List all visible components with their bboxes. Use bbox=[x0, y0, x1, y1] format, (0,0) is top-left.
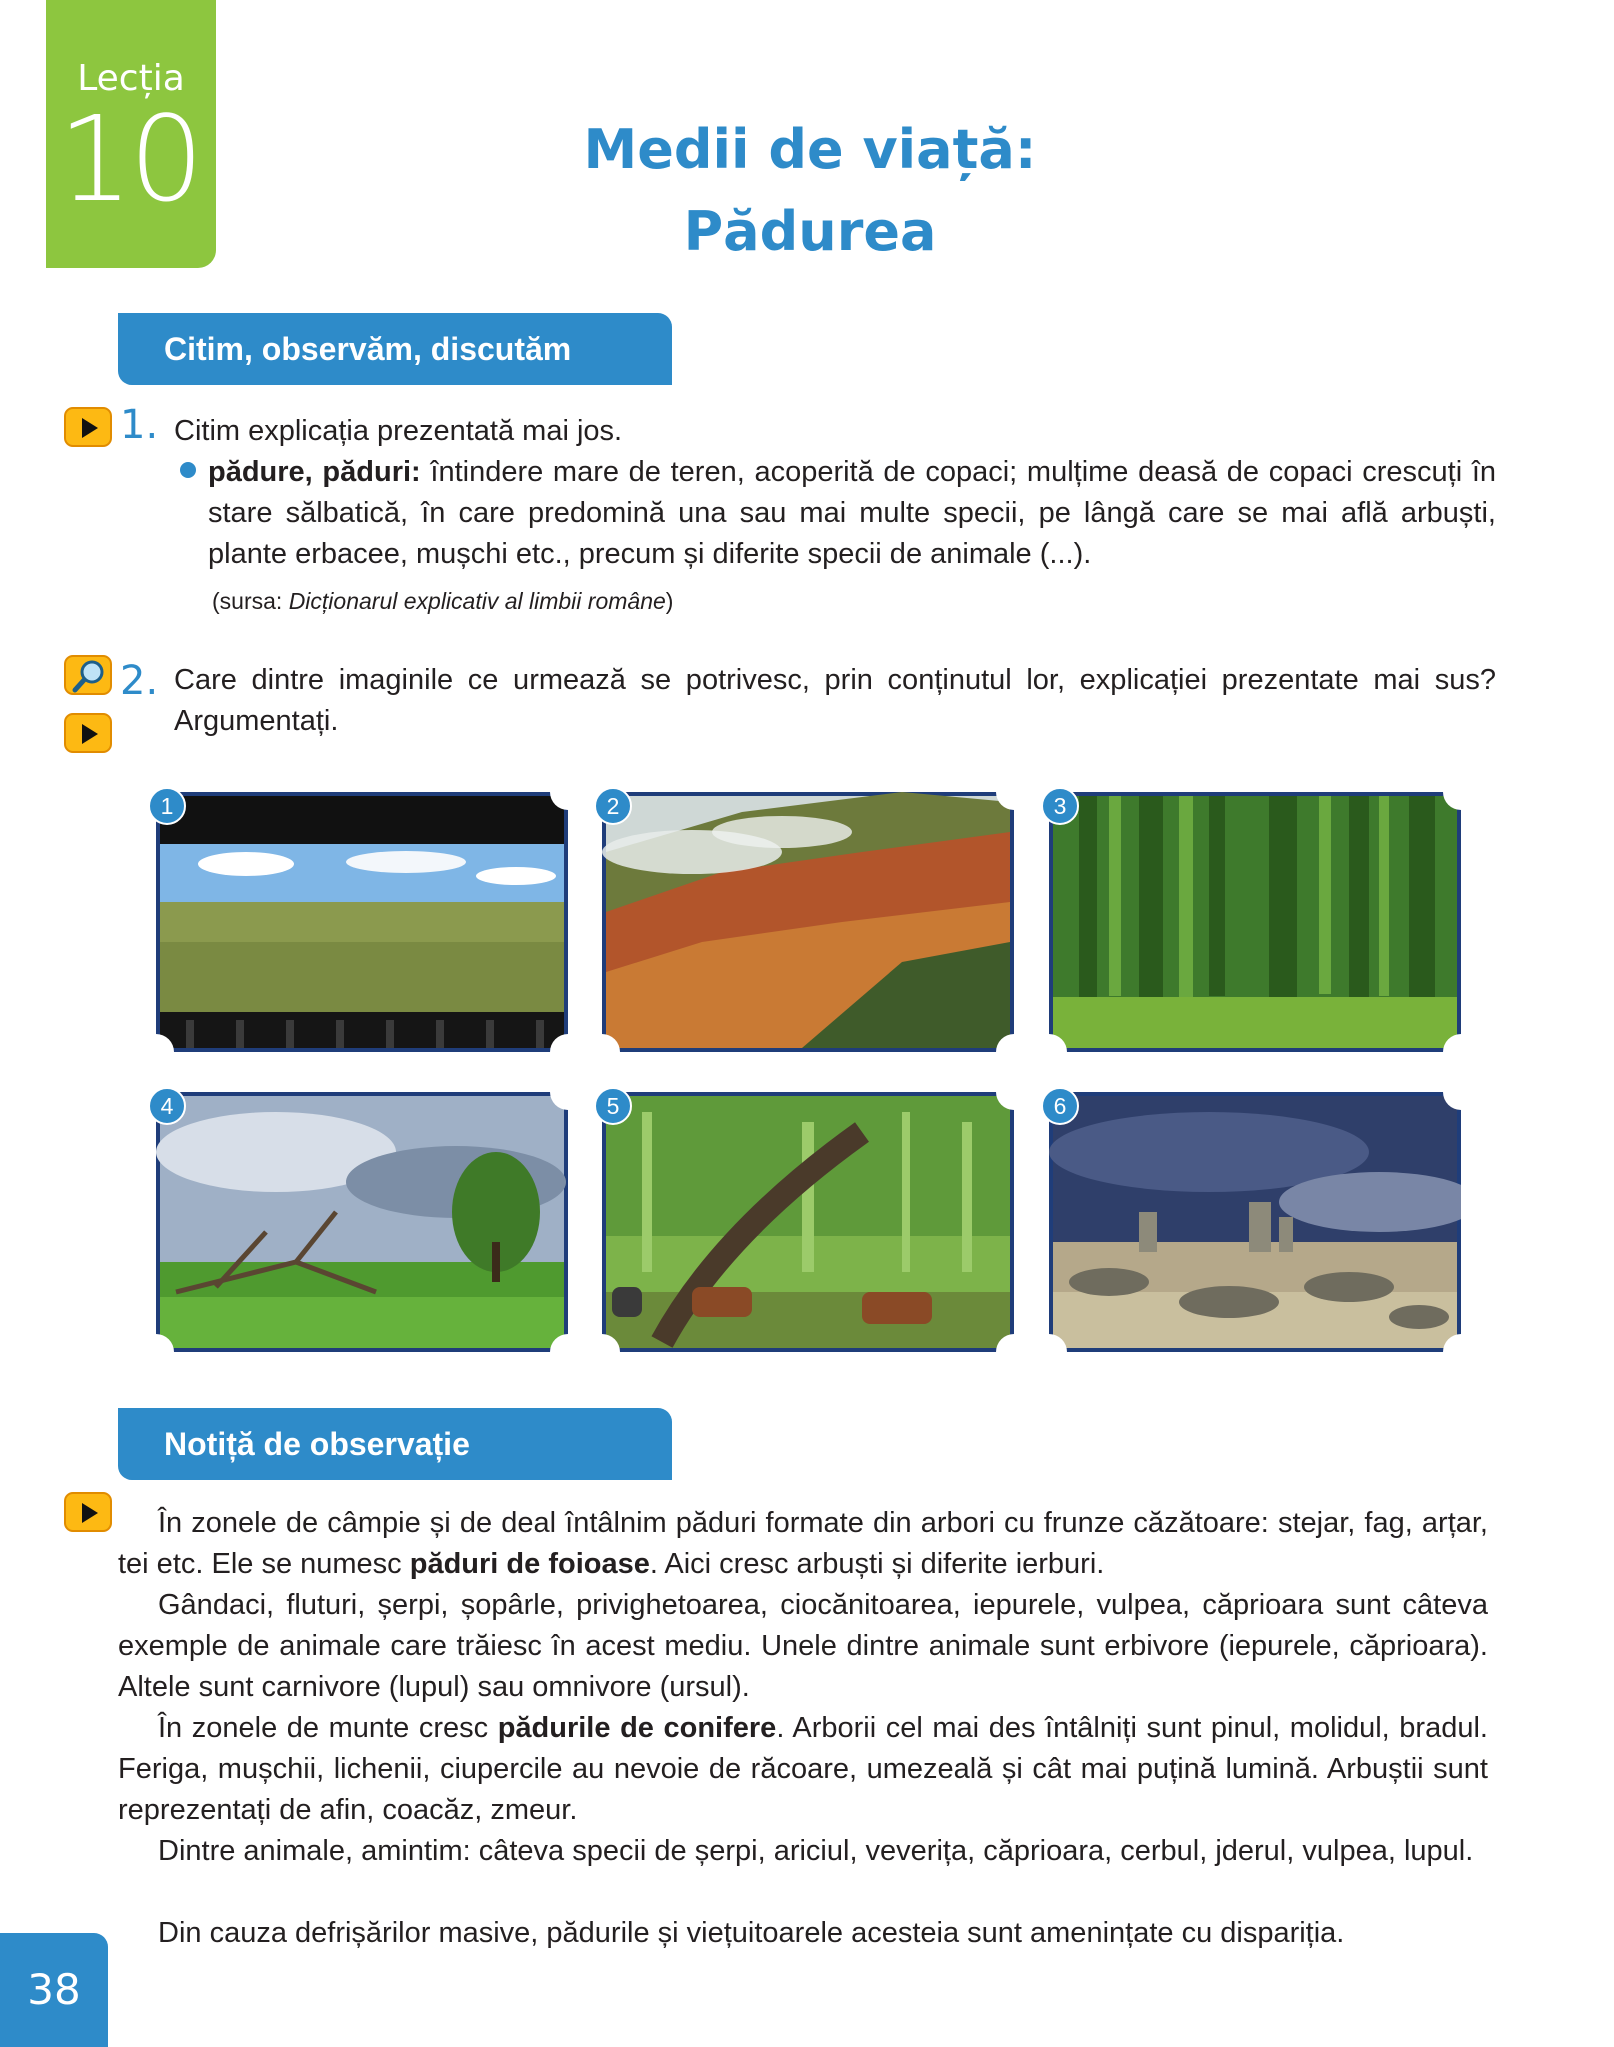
notes-paragraph-5: Din cauza defrișărilor masive, pădurile și viețuitoarele acesteia sunt amenințate cu dispariția. bbox=[158, 1917, 1345, 1949]
source-title: Dicționarul explicativ al limbii române bbox=[288, 588, 666, 614]
notes-paragraph-3 bbox=[118, 1708, 1488, 1831]
photo-3 bbox=[1049, 792, 1461, 1052]
bullet-icon bbox=[180, 462, 196, 478]
page-number: 38 bbox=[0, 1933, 108, 2047]
section-header-notes: Notiță de observație bbox=[118, 1408, 672, 1480]
photo-label-1: 1 bbox=[148, 787, 186, 825]
notes-p3-text: În zonele de munte cresc bbox=[158, 1712, 498, 1744]
notes-paragraph-1 bbox=[118, 1503, 1488, 1585]
page-title-line1: Medii de viață: bbox=[583, 118, 1037, 181]
photo-6 bbox=[1049, 1092, 1461, 1352]
definition-source bbox=[212, 588, 673, 615]
page-title-line2: Pădurea bbox=[683, 200, 937, 263]
notes-paragraph-2: Gândaci, fluturi, șerpi, șopârle, privighetoarea, ciocănitoarea, iepurele, vulpea, căprioara sunt câteva exemple de animale care trăiesc în acest mediu. Unele dintre animale sunt erbivore (iepurele, căprioara). Altele sunt carnivore (lupul) sau omnivore (ursul). bbox=[118, 1589, 1488, 1703]
play-icon[interactable] bbox=[64, 1492, 112, 1532]
photo-2 bbox=[602, 792, 1014, 1052]
exercise2-text: Care dintre imaginile ce urmează se potrivesc, prin conținutul lor, explicației prezentate mai sus? Argumentați. bbox=[174, 664, 1496, 737]
photo-1 bbox=[156, 792, 568, 1052]
photo-label-4: 4 bbox=[148, 1087, 186, 1125]
magnifier-icon[interactable] bbox=[64, 655, 112, 695]
exercise1-number: 1. bbox=[120, 402, 159, 448]
notes-p3-term: pădurile de conifere bbox=[497, 1712, 777, 1744]
lesson-badge bbox=[46, 0, 216, 268]
photo-label-5: 5 bbox=[594, 1087, 632, 1125]
notes-paragraph-4: Dintre animale, amintim: câteva specii de șerpi, ariciul, veverița, căprioara, cerbul, jderul, vulpea, lupul. bbox=[158, 1835, 1474, 1867]
notes-p1-term: păduri de foioase bbox=[409, 1548, 650, 1580]
notes-p1-text: În zonele de câmpie și de deal întâlnim păduri formate din arbori cu frunze căzătoare: stejar, fag, arțar, tei etc. Ele se numesc bbox=[118, 1507, 1488, 1580]
notes-p1-text-end: . Aici cresc arbuști și diferite ierburi. bbox=[649, 1548, 1105, 1580]
exercise2-number: 2. bbox=[120, 658, 159, 704]
notes-p3-text-end: . Arborii cel mai des întâlniți sunt pinul, molidul, bradul. Feriga, mușchii, lichenii, ciupercile au nevoie de răcoare, umezeală și cât mai puțină lumină. Arbuștii sunt reprezentați de afin, coacăz, zmeur. bbox=[118, 1712, 1488, 1826]
source-prefix: (sursa: bbox=[212, 588, 289, 614]
photo-4 bbox=[156, 1092, 568, 1352]
section-header-read: Citim, observăm, discutăm bbox=[118, 313, 672, 385]
photo-5 bbox=[602, 1092, 1014, 1352]
exercise1-instruction: Citim explicația prezentată mai jos. bbox=[174, 415, 623, 447]
lesson-number: 10 bbox=[57, 90, 201, 228]
photo-label-2: 2 bbox=[594, 787, 632, 825]
lesson-label: Lecția bbox=[77, 58, 185, 99]
definition-body: întindere mare de teren, acoperită de copaci; mulțime deasă de copaci crescuți în stare sălbatică, în care predomină una sau mai multe specii, pe lângă care se mai află arbuști, plante erbacee, mușchi etc., precum și diferite specii de animale (...). bbox=[208, 456, 1497, 570]
definition-text bbox=[208, 452, 1496, 575]
source-suffix: ) bbox=[665, 588, 674, 614]
play-icon[interactable] bbox=[64, 407, 112, 447]
photo-label-6: 6 bbox=[1041, 1087, 1079, 1125]
definition-term: pădure, păduri: bbox=[208, 456, 421, 488]
photo-label-3: 3 bbox=[1041, 787, 1079, 825]
play-icon[interactable] bbox=[64, 713, 112, 753]
